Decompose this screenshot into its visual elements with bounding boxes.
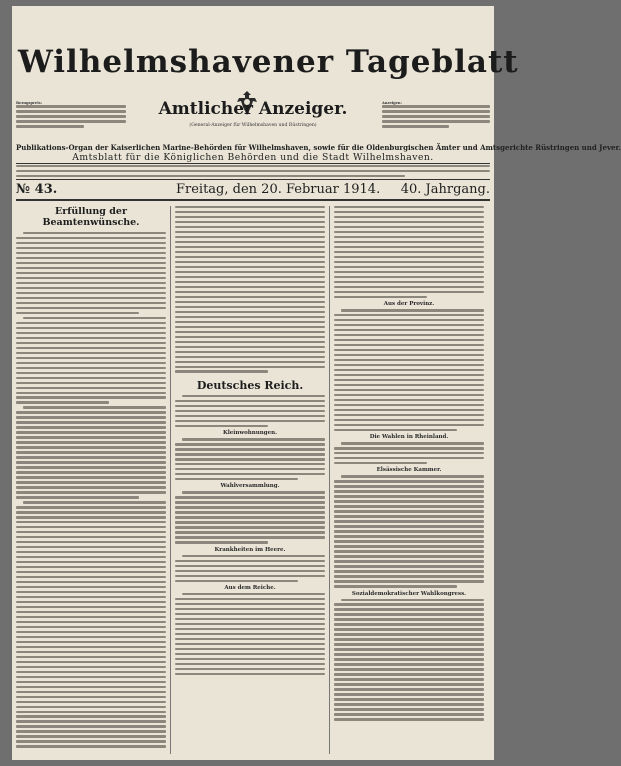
amtsblatt-line: Amtsblatt für die Königlichen Behörden und die Stadt Wilhelmshaven. bbox=[72, 152, 434, 163]
masthead-title: Wilhelmshavener Tageblatt bbox=[18, 44, 519, 80]
subsection-text bbox=[175, 555, 325, 582]
column-3 bbox=[334, 206, 484, 754]
advertisement-text bbox=[382, 105, 490, 127]
subsection-text bbox=[175, 438, 325, 480]
section-text bbox=[175, 395, 325, 427]
masthead-subtitle: (General-Anzeiger für Wilhelmshaven und Rüstringen) bbox=[189, 123, 317, 128]
subsection-text bbox=[334, 309, 484, 431]
divider bbox=[16, 199, 490, 201]
subheading-wahlen-rheinland: Die Wahlen in Rheinland. bbox=[369, 434, 449, 441]
subheading-wahlkongress: Sozialdemokratischer Wahlkongress. bbox=[351, 590, 467, 597]
subsection-text bbox=[334, 475, 484, 587]
volume-year: 40. Jahrgang. bbox=[400, 182, 490, 197]
subscription-text bbox=[16, 105, 126, 127]
notice-text bbox=[16, 165, 490, 180]
publication-organ-line: Publikations-Organ der Kaiserlichen Marine-Behörden für Wilhelmshaven, sowie für die Oldenburgischen Ämter und Amtsgerichte Rüstringen und Jever. bbox=[16, 143, 621, 152]
lead-article-title: Erfüllung der Beamtenwünsche. bbox=[42, 206, 140, 228]
dateline bbox=[16, 180, 490, 198]
issue-date: Freitag, den 20. Februar 1914. bbox=[176, 182, 381, 197]
subscription-label: Bezugspreis: bbox=[16, 101, 42, 105]
subsection-text bbox=[334, 599, 484, 721]
divider bbox=[16, 163, 490, 164]
column-divider bbox=[170, 206, 171, 754]
column-2 bbox=[175, 206, 325, 754]
column-2-top-text bbox=[175, 206, 325, 373]
subheading-elsaessische-kammer: Elsässische Kammer. bbox=[376, 467, 442, 474]
subsection-text bbox=[334, 442, 484, 464]
subheading-aus-der-provinz: Aus der Provinz. bbox=[383, 301, 435, 308]
subsection-text bbox=[175, 593, 325, 675]
column-divider bbox=[329, 206, 330, 754]
subheading-krankheiten: Krankheiten im Heere. bbox=[214, 546, 286, 553]
lead-article-text bbox=[16, 232, 166, 748]
amtlicher-anzeiger-title: Amtlicher Anzeiger. bbox=[158, 99, 348, 119]
newspaper-page bbox=[12, 6, 621, 760]
subheading-wahlversammlung: Wahlversammlung. bbox=[220, 483, 280, 490]
masthead-subrow bbox=[16, 101, 490, 141]
advertisement-label: Anzeigen: bbox=[382, 101, 402, 105]
section-title-deutsches-reich: Deutsches Reich. bbox=[196, 378, 304, 392]
subheading-aus-dem-reiche: Aus dem Reiche. bbox=[224, 584, 276, 591]
advertisement-box bbox=[382, 101, 490, 130]
column-1 bbox=[16, 206, 166, 754]
subsection-text bbox=[175, 491, 325, 543]
issue-number: № 43. bbox=[16, 182, 58, 197]
column-3-top-text bbox=[334, 206, 484, 298]
subscription-box bbox=[16, 101, 126, 130]
subheading-kleinwohnungen: Kleinwohnungen. bbox=[222, 430, 278, 437]
